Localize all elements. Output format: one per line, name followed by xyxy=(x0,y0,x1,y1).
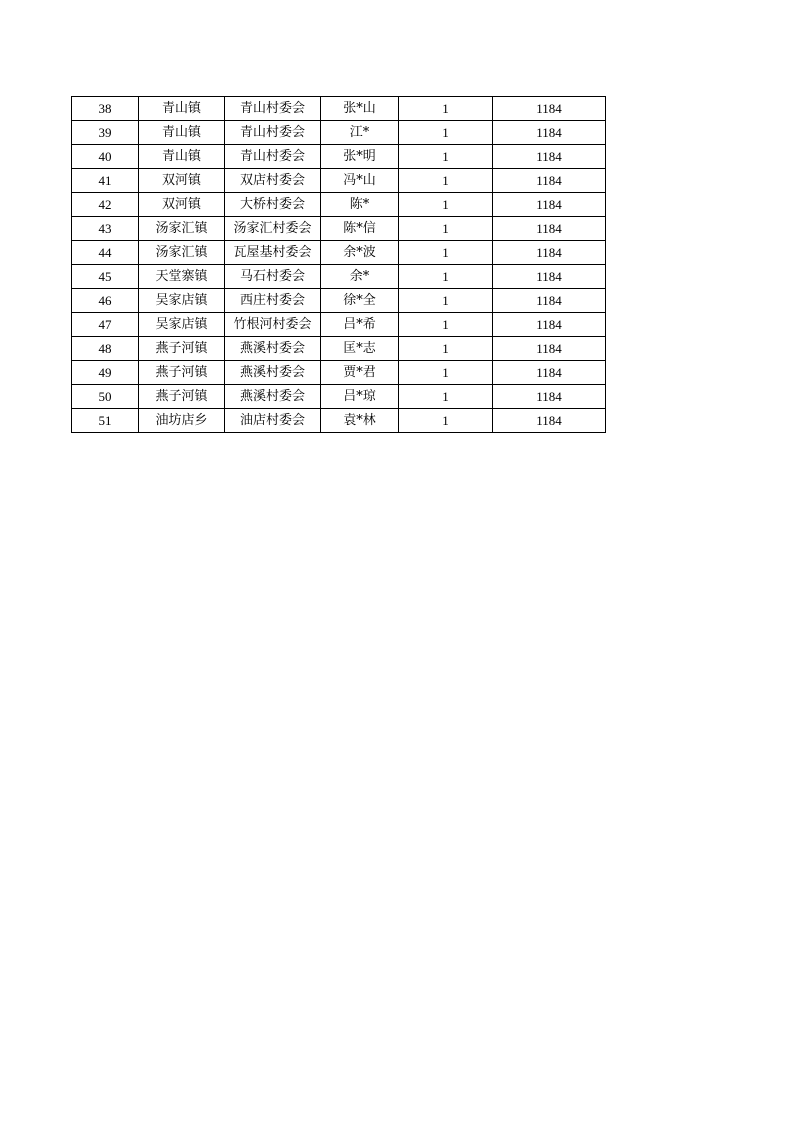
row-number-cell: 42 xyxy=(72,193,139,217)
village-committee-cell: 瓦屋基村委会 xyxy=(225,241,321,265)
person-name-cell: 贾*君 xyxy=(321,361,399,385)
table-row xyxy=(72,169,606,193)
town-cell: 燕子河镇 xyxy=(139,385,225,409)
village-committee-cell: 大桥村委会 xyxy=(225,193,321,217)
village-committee-cell: 燕溪村委会 xyxy=(225,385,321,409)
table-row xyxy=(72,97,606,121)
table-row xyxy=(72,289,606,313)
count-cell: 1 xyxy=(399,385,493,409)
amount-cell: 1184 xyxy=(493,169,606,193)
amount-cell: 1184 xyxy=(493,265,606,289)
amount-cell: 1184 xyxy=(493,385,606,409)
row-number-cell: 43 xyxy=(72,217,139,241)
count-cell: 1 xyxy=(399,193,493,217)
person-name-cell: 江* xyxy=(321,121,399,145)
person-name-cell: 吕*希 xyxy=(321,313,399,337)
town-cell: 双河镇 xyxy=(139,193,225,217)
town-cell: 青山镇 xyxy=(139,145,225,169)
count-cell: 1 xyxy=(399,97,493,121)
village-committee-cell: 燕溪村委会 xyxy=(225,361,321,385)
town-cell: 燕子河镇 xyxy=(139,361,225,385)
village-committee-cell: 青山村委会 xyxy=(225,121,321,145)
town-cell: 青山镇 xyxy=(139,121,225,145)
person-name-cell: 冯*山 xyxy=(321,169,399,193)
person-name-cell: 陈*信 xyxy=(321,217,399,241)
person-name-cell: 张*明 xyxy=(321,145,399,169)
village-committee-cell: 双店村委会 xyxy=(225,169,321,193)
person-name-cell: 匡*志 xyxy=(321,337,399,361)
village-committee-cell: 青山村委会 xyxy=(225,145,321,169)
town-cell: 青山镇 xyxy=(139,97,225,121)
village-committee-cell: 油店村委会 xyxy=(225,409,321,433)
count-cell: 1 xyxy=(399,265,493,289)
town-cell: 双河镇 xyxy=(139,169,225,193)
town-cell: 天堂寨镇 xyxy=(139,265,225,289)
amount-cell: 1184 xyxy=(493,121,606,145)
count-cell: 1 xyxy=(399,361,493,385)
count-cell: 1 xyxy=(399,337,493,361)
table-row xyxy=(72,337,606,361)
amount-cell: 1184 xyxy=(493,337,606,361)
count-cell: 1 xyxy=(399,217,493,241)
person-name-cell: 徐*全 xyxy=(321,289,399,313)
row-number-cell: 47 xyxy=(72,313,139,337)
row-number-cell: 40 xyxy=(72,145,139,169)
count-cell: 1 xyxy=(399,241,493,265)
table-row xyxy=(72,385,606,409)
row-number-cell: 45 xyxy=(72,265,139,289)
town-cell: 吴家店镇 xyxy=(139,289,225,313)
town-cell: 汤家汇镇 xyxy=(139,217,225,241)
count-cell: 1 xyxy=(399,409,493,433)
village-committee-cell: 燕溪村委会 xyxy=(225,337,321,361)
town-cell: 燕子河镇 xyxy=(139,337,225,361)
person-name-cell: 余*波 xyxy=(321,241,399,265)
row-number-cell: 48 xyxy=(72,337,139,361)
person-name-cell: 张*山 xyxy=(321,97,399,121)
table-row xyxy=(72,265,606,289)
amount-cell: 1184 xyxy=(493,193,606,217)
person-name-cell: 余* xyxy=(321,265,399,289)
row-number-cell: 44 xyxy=(72,241,139,265)
amount-cell: 1184 xyxy=(493,313,606,337)
village-committee-cell: 青山村委会 xyxy=(225,97,321,121)
village-committee-cell: 汤家汇村委会 xyxy=(225,217,321,241)
village-committee-cell: 西庄村委会 xyxy=(225,289,321,313)
count-cell: 1 xyxy=(399,121,493,145)
amount-cell: 1184 xyxy=(493,241,606,265)
amount-cell: 1184 xyxy=(493,409,606,433)
count-cell: 1 xyxy=(399,145,493,169)
row-number-cell: 39 xyxy=(72,121,139,145)
row-number-cell: 50 xyxy=(72,385,139,409)
row-number-cell: 46 xyxy=(72,289,139,313)
person-name-cell: 吕*琼 xyxy=(321,385,399,409)
person-name-cell: 袁*林 xyxy=(321,409,399,433)
roster-table xyxy=(71,96,606,433)
row-number-cell: 51 xyxy=(72,409,139,433)
town-cell: 油坊店乡 xyxy=(139,409,225,433)
table-row xyxy=(72,217,606,241)
table-row xyxy=(72,409,606,433)
town-cell: 汤家汇镇 xyxy=(139,241,225,265)
table-row xyxy=(72,145,606,169)
table-row xyxy=(72,121,606,145)
count-cell: 1 xyxy=(399,169,493,193)
village-committee-cell: 竹根河村委会 xyxy=(225,313,321,337)
row-number-cell: 38 xyxy=(72,97,139,121)
person-name-cell: 陈* xyxy=(321,193,399,217)
amount-cell: 1184 xyxy=(493,361,606,385)
amount-cell: 1184 xyxy=(493,289,606,313)
count-cell: 1 xyxy=(399,289,493,313)
village-committee-cell: 马石村委会 xyxy=(225,265,321,289)
table-row xyxy=(72,313,606,337)
table-row xyxy=(72,193,606,217)
amount-cell: 1184 xyxy=(493,97,606,121)
roster-table-body xyxy=(72,97,606,433)
row-number-cell: 41 xyxy=(72,169,139,193)
amount-cell: 1184 xyxy=(493,217,606,241)
amount-cell: 1184 xyxy=(493,145,606,169)
row-number-cell: 49 xyxy=(72,361,139,385)
table-row xyxy=(72,361,606,385)
table-row xyxy=(72,241,606,265)
count-cell: 1 xyxy=(399,313,493,337)
town-cell: 吴家店镇 xyxy=(139,313,225,337)
